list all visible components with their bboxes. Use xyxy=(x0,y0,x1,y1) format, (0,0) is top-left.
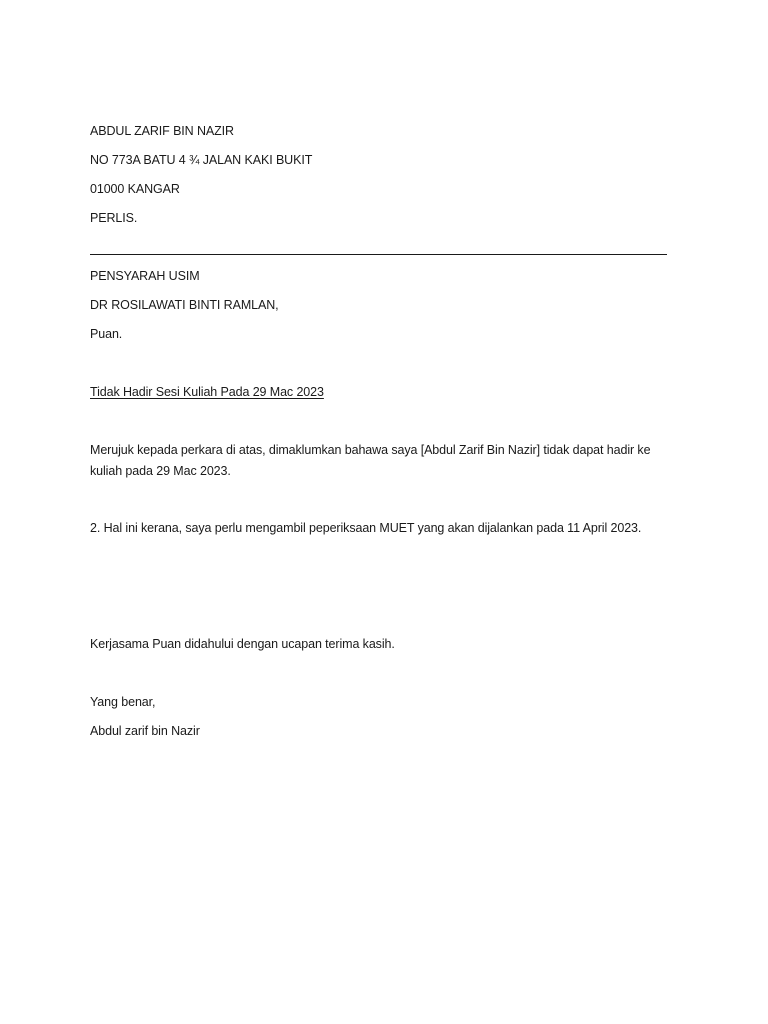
salutation: Puan. xyxy=(90,327,123,341)
sender-name: ABDUL ZARIF BIN NAZIR xyxy=(90,124,234,138)
sender-address-line-1: NO 773A BATU 4 ¾ JALAN KAKI BUKIT xyxy=(90,153,313,167)
recipient-title: PENSYARAH USIM xyxy=(90,269,200,283)
body-paragraph-2: 2. Hal ini kerana, saya perlu mengambil peperiksaan MUET yang akan dijalankan pada 11 April 2023. xyxy=(90,521,642,535)
body-paragraph-1-line-2: kuliah pada 29 Mac 2023. xyxy=(90,464,231,478)
body-paragraph-1-line-1: Merujuk kepada perkara di atas, dimaklumkan bahawa saya [Abdul Zarif Bin Nazir] tidak dapat hadir ke xyxy=(90,443,651,457)
valediction: Yang benar, xyxy=(90,695,156,709)
separator-line xyxy=(90,254,667,255)
sender-address-line-2: 01000 KANGAR xyxy=(90,182,180,196)
closing-remark: Kerjasama Puan didahului dengan ucapan terima kasih. xyxy=(90,637,395,651)
subject-heading: Tidak Hadir Sesi Kuliah Pada 29 Mac 2023 xyxy=(90,385,324,399)
sender-address-line-3: PERLIS. xyxy=(90,211,138,225)
recipient-name: DR ROSILAWATI BINTI RAMLAN, xyxy=(90,298,279,312)
signer-name: Abdul zarif bin Nazir xyxy=(90,724,200,738)
